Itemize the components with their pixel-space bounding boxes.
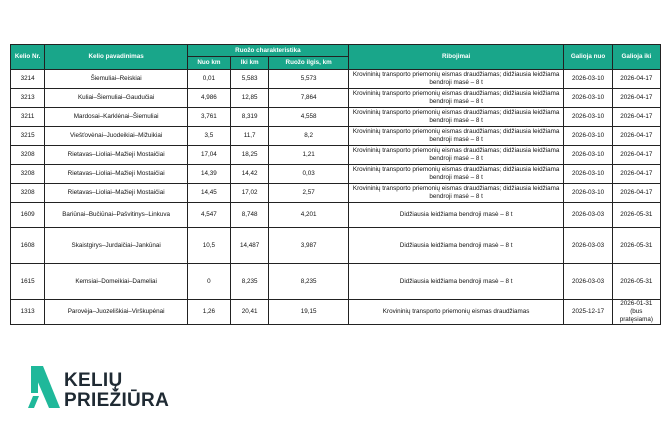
cell-valid-from: 2026-03-03 <box>564 203 612 228</box>
cell-from-km: 14,45 <box>187 184 230 203</box>
cell-length-km: 2,57 <box>269 184 348 203</box>
cell-to-km: 12,85 <box>230 89 269 108</box>
cell-restriction: Didžiausia leidžiama bendroji masė – 8 t <box>348 264 564 300</box>
header-valid-from: Galioja nuo <box>564 45 612 70</box>
cell-to-km: 8,748 <box>230 203 269 228</box>
cell-valid-to: 2026-04-17 <box>612 89 660 108</box>
cell-from-km: 10,5 <box>187 228 230 264</box>
cell-road-name: Skaistgirys–Jurdaičiai–Jankūnai <box>45 228 188 264</box>
cell-valid-to: 2026-04-17 <box>612 127 660 146</box>
keliu-prieziura-logo <box>28 363 168 413</box>
header-road-no: Kelio Nr. <box>11 45 45 70</box>
table-header-row <box>11 45 661 57</box>
cell-restriction: Krovininių transporto priemonių eismas draudžiamas; didžiausia leidžiama bendroji masė – 8 t <box>348 146 564 165</box>
cell-valid-from: 2026-03-03 <box>564 228 612 264</box>
cell-length-km: 8,235 <box>269 264 348 300</box>
header-valid-to: Galioja iki <box>612 45 660 70</box>
header-length-km: Ruožo ilgis, km <box>269 57 348 70</box>
cell-road-no: 3208 <box>11 184 45 203</box>
header-road-name: Kelio pavadinimas <box>45 45 188 70</box>
cell-restriction: Didžiausia leidžiama bendroji masė – 8 t <box>348 228 564 264</box>
cell-valid-from: 2025-12-17 <box>564 300 612 325</box>
cell-valid-to: 2026-04-17 <box>612 70 660 89</box>
cell-restriction: Krovininių transporto priemonių eismas draudžiamas; didžiausia leidžiama bendroji masė – 8 t <box>348 108 564 127</box>
cell-valid-to: 2026-04-17 <box>612 165 660 184</box>
cell-valid-from: 2026-03-10 <box>564 165 612 184</box>
cell-valid-to: 2026-04-17 <box>612 184 660 203</box>
table-row <box>11 228 661 264</box>
cell-to-km: 14,487 <box>230 228 269 264</box>
cell-valid-from: 2026-03-10 <box>564 108 612 127</box>
header-from-km: Nuo km <box>187 57 230 70</box>
table-row <box>11 89 661 108</box>
cell-road-no: 3211 <box>11 108 45 127</box>
cell-valid-to: 2026-05-31 <box>612 228 660 264</box>
table-row <box>11 184 661 203</box>
cell-to-km: 18,25 <box>230 146 269 165</box>
cell-to-km: 8,235 <box>230 264 269 300</box>
cell-road-no: 3213 <box>11 89 45 108</box>
cell-road-name: Kemsiai–Domeikiai–Dameliai <box>45 264 188 300</box>
cell-to-km: 14,42 <box>230 165 269 184</box>
cell-restriction: Krovininių transporto priemonių eismas draudžiamas; didžiausia leidžiama bendroji masė – 8 t <box>348 127 564 146</box>
cell-to-km: 11,7 <box>230 127 269 146</box>
cell-length-km: 3,987 <box>269 228 348 264</box>
cell-road-name: Viešťovėnai–Juodeikiai–Mižuikiai <box>45 127 188 146</box>
cell-road-name: Mardosai–Karklėnai–Šiemuliai <box>45 108 188 127</box>
header-to-km: Iki km <box>230 57 269 70</box>
cell-valid-from: 2026-03-10 <box>564 89 612 108</box>
cell-to-km: 17,02 <box>230 184 269 203</box>
cell-valid-from: 2026-03-10 <box>564 184 612 203</box>
cell-valid-to: 2026-05-31 <box>612 203 660 228</box>
cell-valid-to: 2026-01-31 (bus pratęsiama) <box>612 300 660 325</box>
cell-valid-from: 2026-03-03 <box>564 264 612 300</box>
cell-length-km: 0,03 <box>269 165 348 184</box>
table-row <box>11 127 661 146</box>
cell-length-km: 1,21 <box>269 146 348 165</box>
cell-road-no: 3208 <box>11 165 45 184</box>
cell-restriction: Krovininių transporto priemonių eismas draudžiamas; didžiausia leidžiama bendroji masė – 8 t <box>348 165 564 184</box>
cell-to-km: 5,583 <box>230 70 269 89</box>
cell-valid-to: 2026-04-17 <box>612 108 660 127</box>
logo-line1: KELIŲ <box>64 370 123 391</box>
cell-road-name: Rietavas–Lioliai–Mažieji Mostaičiai <box>45 146 188 165</box>
cell-from-km: 4,547 <box>187 203 230 228</box>
cell-restriction: Krovininių transporto priemonių eismas draudžiamas; didžiausia leidžiama bendroji masė – 8 t <box>348 184 564 203</box>
table-row <box>11 146 661 165</box>
cell-road-no: 1608 <box>11 228 45 264</box>
table-body <box>11 70 661 325</box>
cell-road-no: 3215 <box>11 127 45 146</box>
cell-restriction: Didžiausia leidžiama bendroji masė – 8 t <box>348 203 564 228</box>
cell-road-name: Kuliai–Šiemuliai–Gaudučiai <box>45 89 188 108</box>
cell-length-km: 19,15 <box>269 300 348 325</box>
table-row <box>11 300 661 325</box>
cell-road-no: 3214 <box>11 70 45 89</box>
cell-from-km: 17,04 <box>187 146 230 165</box>
cell-valid-to: 2026-05-31 <box>612 264 660 300</box>
cell-to-km: 20,41 <box>230 300 269 325</box>
cell-road-name: Rietavas–Lioliai–Mažieji Mostaičiai <box>45 165 188 184</box>
cell-from-km: 0,01 <box>187 70 230 89</box>
cell-valid-to: 2026-04-17 <box>612 146 660 165</box>
cell-valid-from: 2026-03-10 <box>564 127 612 146</box>
cell-from-km: 1,26 <box>187 300 230 325</box>
cell-road-no: 1615 <box>11 264 45 300</box>
table-row <box>11 70 661 89</box>
cell-restriction: Krovininių transporto priemonių eismas draudžiamas; didžiausia leidžiama bendroji masė – 8 t <box>348 70 564 89</box>
cell-to-km: 8,319 <box>230 108 269 127</box>
cell-length-km: 4,201 <box>269 203 348 228</box>
cell-from-km: 3,5 <box>187 127 230 146</box>
cell-length-km: 4,558 <box>269 108 348 127</box>
header-section-group: Ruožo charakteristika <box>187 45 348 57</box>
logo-line2: PRIEŽIŪRA <box>64 390 170 411</box>
cell-from-km: 14,39 <box>187 165 230 184</box>
cell-road-no: 3208 <box>11 146 45 165</box>
logo-mark-icon <box>28 363 62 409</box>
restrictions-table <box>10 44 661 325</box>
cell-restriction: Krovininių transporto priemonių eismas draudžiamas <box>348 300 564 325</box>
table-row <box>11 108 661 127</box>
cell-road-name: Bariūnai–Bučiūnai–Pašvitinys–Linkuva <box>45 203 188 228</box>
table-row <box>11 264 661 300</box>
cell-road-no: 1313 <box>11 300 45 325</box>
cell-valid-from: 2026-03-10 <box>564 146 612 165</box>
header-restrictions: Ribojimai <box>348 45 564 70</box>
cell-restriction: Krovininių transporto priemonių eismas draudžiamas; didžiausia leidžiama bendroji masė – 8 t <box>348 89 564 108</box>
cell-road-name: Šiemuliai–Reiskiai <box>45 70 188 89</box>
cell-length-km: 5,573 <box>269 70 348 89</box>
table-row <box>11 165 661 184</box>
cell-length-km: 8,2 <box>269 127 348 146</box>
cell-from-km: 0 <box>187 264 230 300</box>
cell-road-name: Parovėja–Juozeliškiai–Virškupėnai <box>45 300 188 325</box>
cell-from-km: 4,986 <box>187 89 230 108</box>
cell-valid-from: 2026-03-10 <box>564 70 612 89</box>
cell-road-no: 1609 <box>11 203 45 228</box>
cell-road-name: Rietavas–Lioliai–Mažieji Mostaičiai <box>45 184 188 203</box>
cell-from-km: 3,761 <box>187 108 230 127</box>
table-row <box>11 203 661 228</box>
cell-length-km: 7,864 <box>269 89 348 108</box>
